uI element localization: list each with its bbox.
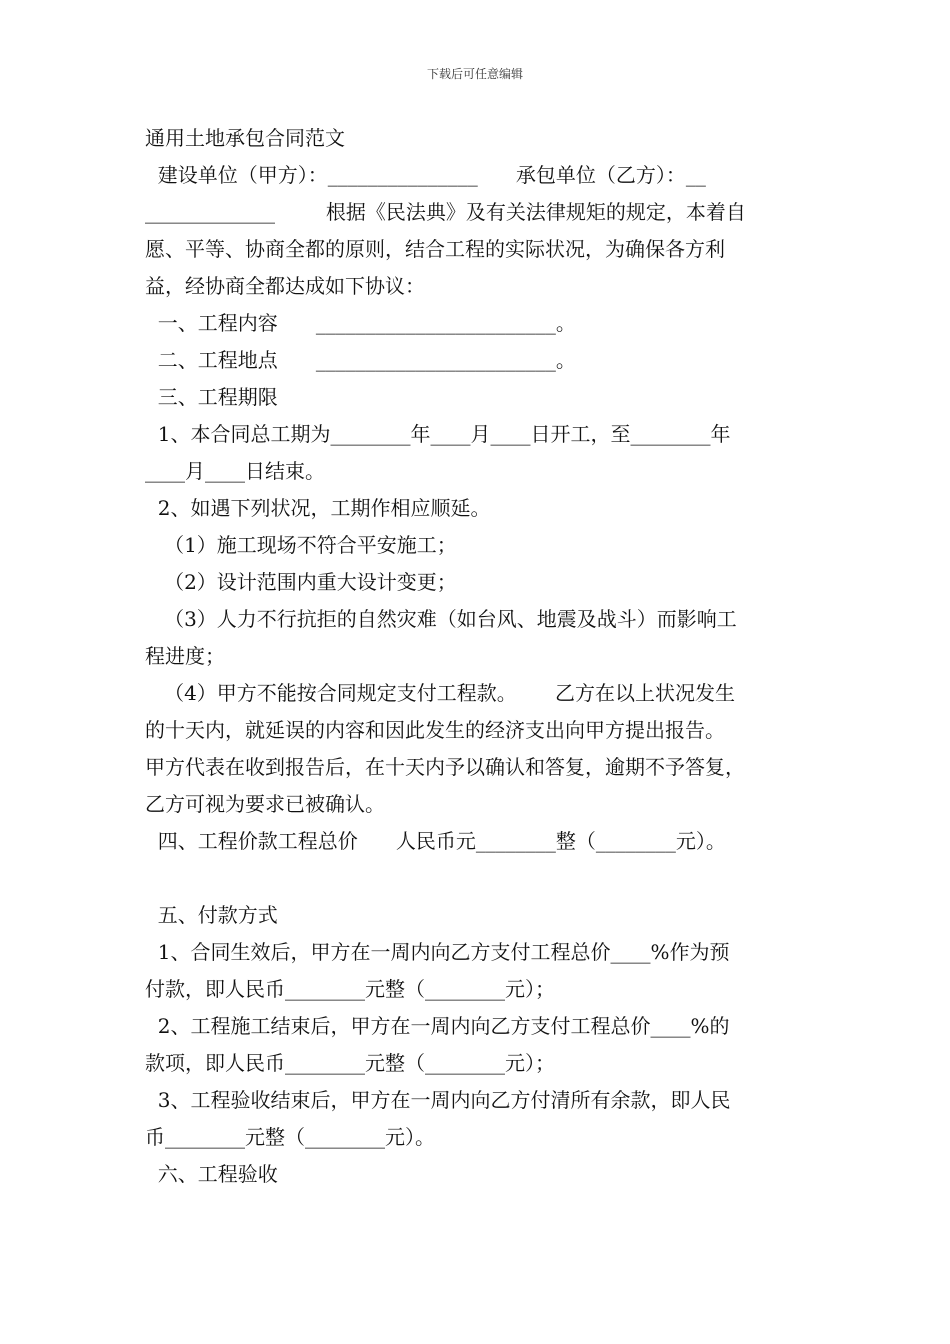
text-line-15: （4）甲方不能按合同规定支付工程款。 乙方在以上状况发生 xyxy=(145,681,735,705)
text-line-11: （1）施工现场不符合平安施工； xyxy=(145,533,457,557)
text-line-17: 甲方代表在收到报告后，在十天内予以确认和答复，逾期不予答复， xyxy=(145,755,745,779)
document-title: 通用土地承包合同范文 xyxy=(145,126,345,150)
text-line-10: 2、如遇下列状况，工期作相应顺延。 xyxy=(145,496,491,520)
text-line-4: 益，经协商全都达成如下协议： xyxy=(145,274,425,298)
section-6-acceptance: 六、工程验收 xyxy=(145,1162,278,1186)
text-line-1: 建设单位（甲方）：_______________ 承包单位（乙方）：__ xyxy=(145,163,706,187)
text-line-22: 1、合同生效后，甲方在一周内向乙方支付工程总价____%作为预 xyxy=(145,940,730,964)
text-line-18: 乙方可视为要求已被确认。 xyxy=(145,792,385,816)
text-line-26: 3、工程验收结束后，甲方在一周内向乙方付清所有余款，即人民 xyxy=(145,1088,731,1112)
contract-document xyxy=(145,120,825,1193)
page-header-note: 下载后可任意编辑 xyxy=(426,67,523,81)
blank-line xyxy=(145,860,825,897)
text-line-9: ____月____日结束。 xyxy=(145,459,325,483)
text-line-2: _____________ 根据《民法典》及有关法律规矩的规定，本着自 xyxy=(145,200,746,224)
text-line-27: 币________元整（________元）。 xyxy=(145,1125,435,1149)
text-line-8: 1、本合同总工期为________年____月____日开工，至________年 xyxy=(145,422,731,446)
section-1-content: 一、工程内容 ________________________。 xyxy=(145,311,576,335)
section-2-location: 二、工程地点 ________________________。 xyxy=(145,348,576,372)
section-5-payment: 五、付款方式 xyxy=(145,903,278,927)
text-line-16: 的十天内，就延误的内容和因此发生的经济支出向甲方提出报告。 xyxy=(145,718,725,742)
section-3-period: 三、工程期限 xyxy=(145,385,278,409)
text-line-24: 2、工程施工结束后，甲方在一周内向乙方支付工程总价____%的 xyxy=(145,1014,730,1038)
text-line-3: 愿、平等、协商全都的原则，结合工程的实际状况，为确保各方利 xyxy=(145,237,725,261)
text-line-12: （2）设计范围内重大设计变更； xyxy=(145,570,457,594)
text-line-13: （3）人力不行抗拒的自然灾难（如台风、地震及战斗）而影响工 xyxy=(145,607,737,631)
text-line-23: 付款，即人民币________元整（________元）； xyxy=(145,977,555,1001)
section-4-price: 四、工程价款工程总价 人民币元________整（________元）。 xyxy=(145,829,726,853)
text-line-25: 款项，即人民币________元整（________元）； xyxy=(145,1051,555,1075)
text-line-14: 程进度； xyxy=(145,644,225,668)
